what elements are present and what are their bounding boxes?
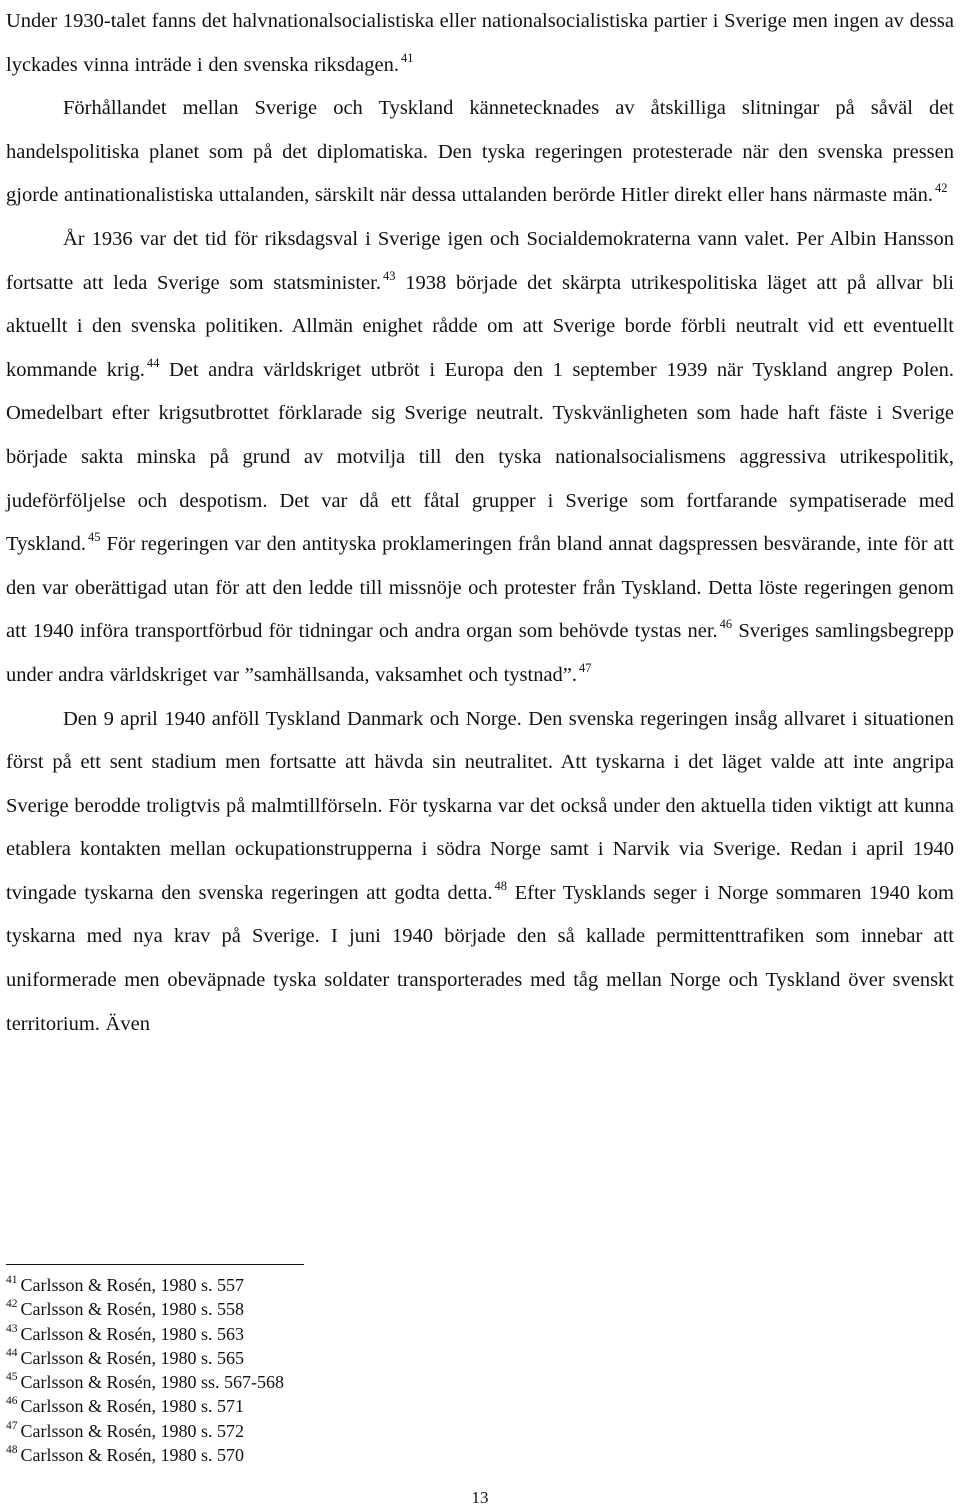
footnote-item xyxy=(6,1273,506,1297)
footnote-number: 42 xyxy=(6,1298,18,1311)
footnote-text: Carlsson & Rosén, 1980 s. 570 xyxy=(20,1445,245,1466)
paragraph-text: Sveriges samlingsbegrepp under andra världskriget var ”samhällsanda, vaksamhet och tystnad”. xyxy=(6,620,954,686)
paragraph-text: Det andra världskriget utbröt i Europa den 1 september 1939 när Tyskland angrep Polen. Omedelbart efter krigsutbrottet förklarade sig Sverige neutralt. Tyskvänligheten som hade haft fäste i Sverige började sakta minska på grund av motvilja till den tyska nationalsocialismens aggressiva utrikespolitik, judeförföljelse och despotism. Det var då ett fåtal grupper i Sverige som fortfarande sympatiserade med Tyskland. xyxy=(6,358,954,556)
footnote-text: Carlsson & Rosén, 1980 ss. 567-568 xyxy=(20,1372,285,1393)
footnote-reference: 43 xyxy=(382,268,396,283)
footnote-reference: 45 xyxy=(88,530,101,545)
page-number: 13 xyxy=(471,1488,489,1507)
footnote-item xyxy=(6,1370,506,1394)
paragraph-text: År 1936 var det tid för riksdagsval i Sverige igen och Socialdemokraterna vann valet. Per Albin Hansson fortsatte att leda Sverige som statsminister. xyxy=(6,227,954,294)
paragraph xyxy=(6,698,954,1047)
paragraph xyxy=(6,87,954,218)
paragraph xyxy=(6,218,954,698)
footnote-reference: 48 xyxy=(494,878,507,893)
footnote-reference: 44 xyxy=(146,355,160,370)
footnote-number: 44 xyxy=(6,1346,18,1359)
footnote-text: Carlsson & Rosén, 1980 s. 565 xyxy=(20,1347,245,1368)
paragraph-text: Förhållandet mellan Sverige och Tyskland kännetecknades av åtskilliga slitningar på såväl det handelspolitiska planet som på det diplomatiska. Den tyska regeringen protesterade när den svenska pressen gjorde antinationalistiska uttalanden, särskilt när dessa uttalanden berörde Hitler direkt eller hans närmaste män. xyxy=(6,97,954,207)
footnote-number: 47 xyxy=(6,1419,18,1432)
footnote-item xyxy=(6,1322,506,1346)
footnote-number: 41 xyxy=(6,1274,18,1286)
paragraph-text: Efter Tysklands seger i Norge sommaren 1940 kom tyskarna med nya krav på Sverige. I juni 1940 började den så kallade permittenttrafiken som innebar att uniformerade men obeväpnade tyska soldater transporterades med tåg mellan Norge och Tyskland över svenskt territorium. Även xyxy=(6,881,955,1035)
footnote-text: Carlsson & Rosén, 1980 s. 563 xyxy=(20,1323,245,1344)
paragraph-text: 1938 började det skärpta utrikespolitiska läget att på allvar bli aktuellt i den svenska politiken. Allmän enighet rådde om att Sverige borde förbli neutralt vid ett eventuellt kommande krig. xyxy=(6,271,955,381)
footnote-text: Carlsson & Rosén, 1980 s. 557 xyxy=(20,1275,245,1295)
footnote-reference: 46 xyxy=(719,617,733,632)
footnote-list xyxy=(6,1273,506,1467)
footnote-text: Carlsson & Rosén, 1980 s. 571 xyxy=(20,1396,245,1417)
footnote-separator xyxy=(6,1264,304,1265)
footnote-item xyxy=(6,1443,506,1467)
paragraph-text: Under 1930-talet fanns det halvnationalsocialistiska eller nationalsocialistiska partier i Sverige men ingen av dessa lyckades vinna inträde i den svenska riksdagen. xyxy=(6,10,954,76)
footnote-number: 46 xyxy=(6,1395,18,1408)
body-text xyxy=(6,0,954,1046)
paragraph-text: För regeringen var den antityska proklameringen från bland annat dagspressen besvärande, inte för att den var oberättigad utan för att den ledde till missnöje och protester från Tyskland. Detta löste regeringen genom att 1940 införa transportförbud för tidningar och andra organ som behövde tystas ner. xyxy=(6,533,954,643)
footnote-number: 48 xyxy=(6,1444,18,1457)
footnote-reference: 42 xyxy=(935,181,948,196)
footnote-item xyxy=(6,1297,506,1321)
footnote-reference: 41 xyxy=(400,50,414,65)
footnote-text: Carlsson & Rosén, 1980 s. 558 xyxy=(20,1299,245,1320)
footnote-item xyxy=(6,1394,506,1418)
footnote-number: 43 xyxy=(6,1322,18,1335)
footnote-reference: 47 xyxy=(579,660,592,675)
footnote-number: 45 xyxy=(6,1371,18,1384)
footnote-item xyxy=(6,1346,506,1370)
footnote-text: Carlsson & Rosén, 1980 s. 572 xyxy=(20,1420,245,1441)
footnote-item xyxy=(6,1419,506,1443)
paragraph xyxy=(6,0,954,87)
paragraph-text: Den 9 april 1940 anföll Tyskland Danmark och Norge. Den svenska regeringen insåg allvaret i situationen först på ett sent stadium men fortsatte att hävda sin neutralitet. Att tyskarna i det läget valde att inte angripa Sverige berodde troligtvis på malmtillförseln. För tyskarna var det också under den aktuella tiden viktigt att kunna etablera kontakten mellan ockupationstrupperna i södra Norge samt i Narvik via Sverige. Redan i april 1940 tvingade tyskarna den svenska regeringen att godta detta. xyxy=(6,707,954,904)
